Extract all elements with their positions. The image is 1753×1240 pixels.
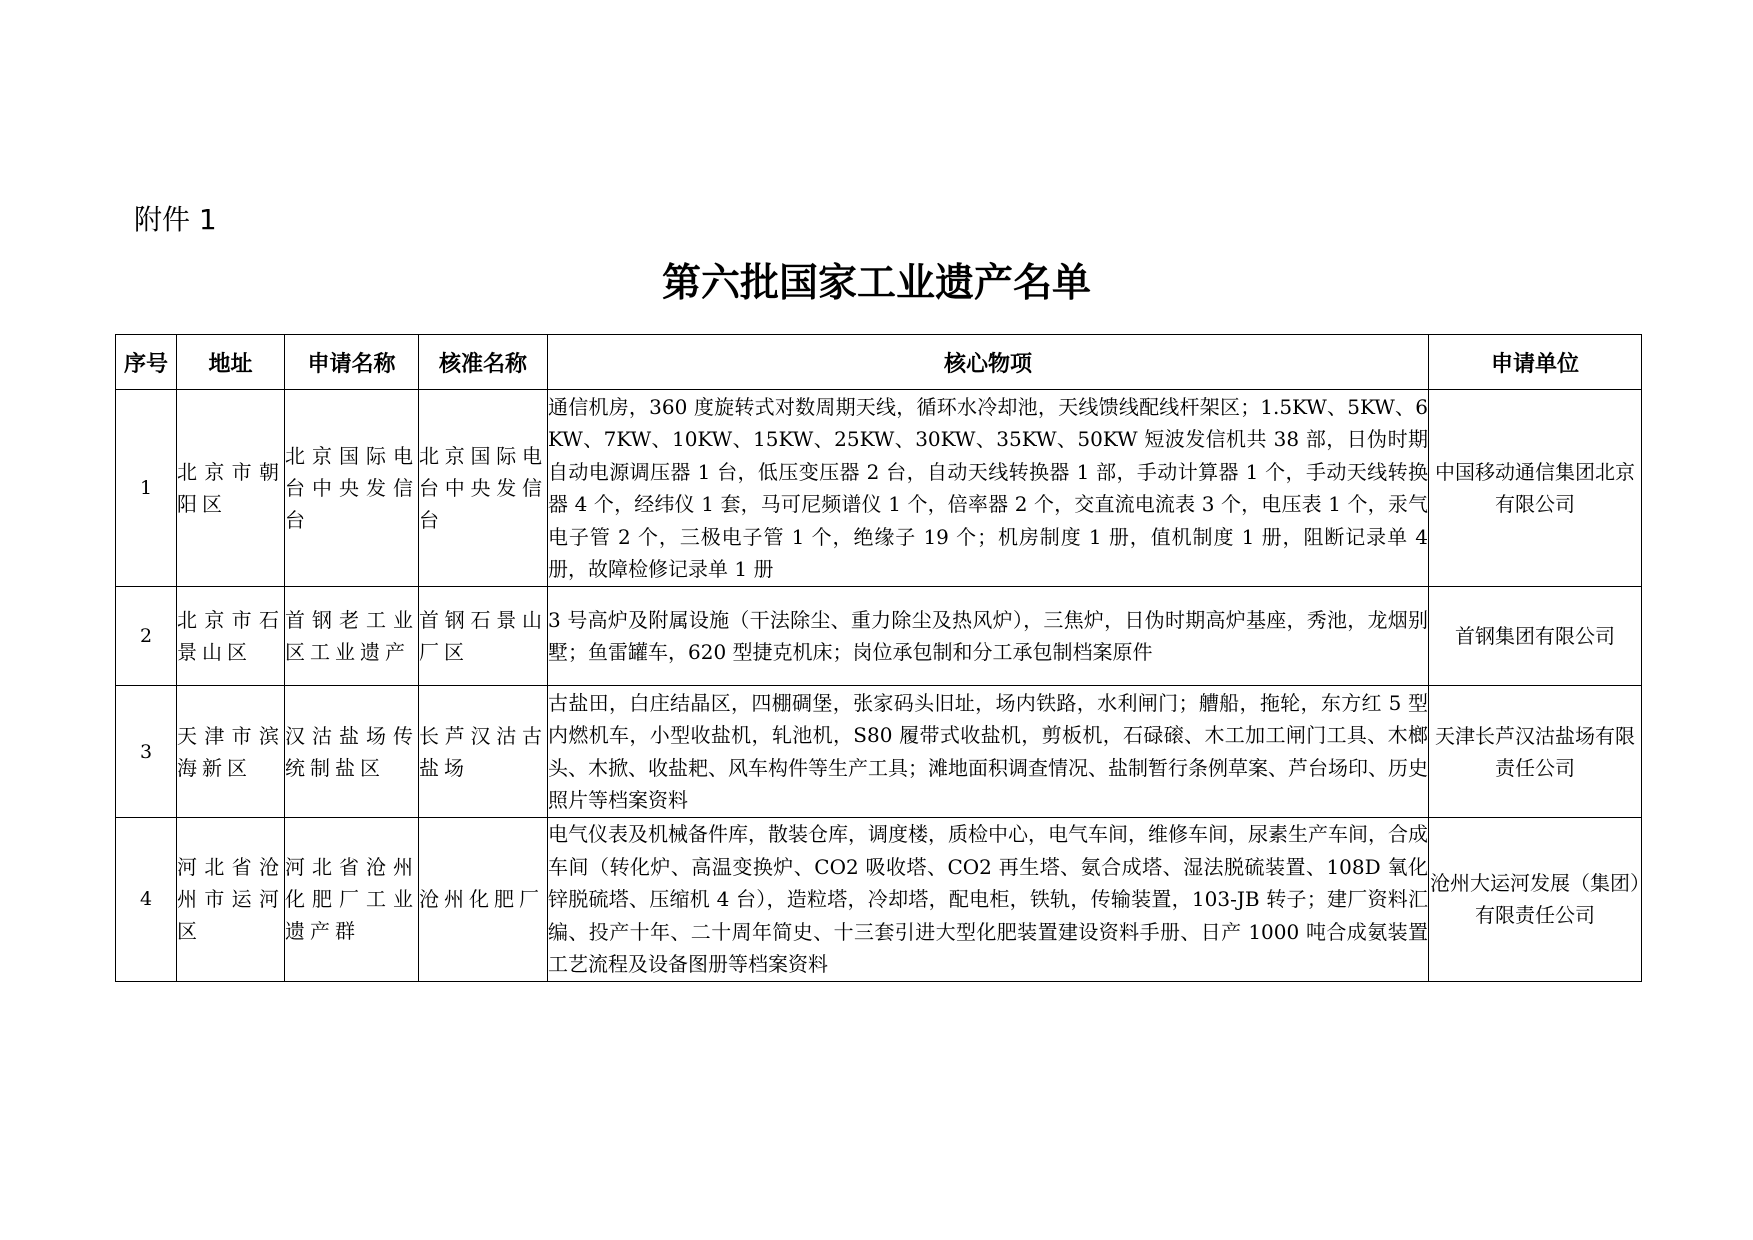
- row-index: 3: [116, 686, 177, 818]
- row-core-items: 古盐田，白庄结晶区，四棚碉堡，张家码头旧址，场内铁路，水利闸门；艚船，拖轮，东方红 5 型内燃机车，小型收盐机，轧池机，S80 履带式收盐机，剪板机，石碌磙、木工加工闸门工具、木榔头、木掀、收盐耙、风车构件等生产工具；滩地面积调查情况、盐制暂行条例草案、芦台场印、历史照片等档案资料: [548, 686, 1429, 818]
- header-applying-unit: 申请单位: [1429, 335, 1642, 390]
- header-approved-name: 核准名称: [419, 335, 548, 390]
- row-address: 河北省沧州市运河区: [177, 818, 285, 982]
- row-applying-unit: 天津长芦汉沽盐场有限责任公司: [1429, 686, 1642, 818]
- header-address: 地址: [177, 335, 285, 390]
- row-core-items: 3 号高炉及附属设施（干法除尘、重力除尘及热风炉），三焦炉，日伪时期高炉基座，秀池，龙烟别墅；鱼雷罐车，620 型捷克机床；岗位承包制和分工承包制档案原件: [548, 587, 1429, 686]
- table-row: [116, 390, 1642, 587]
- row-approved-name: 首钢石景山厂区: [419, 587, 548, 686]
- heritage-table: [115, 334, 1642, 982]
- row-approved-name: 沧州化肥厂: [419, 818, 548, 982]
- table-header-row: [116, 335, 1642, 390]
- row-core-items: 通信机房，360 度旋转式对数周期天线，循环水冷却池，天线馈线配线杆架区；1.5KW、5KW、6KW、7KW、10KW、15KW、25KW、30KW、35KW、50KW 短波发信机共 38 部，日伪时期自动电源调压器 1 台，低压变压器 2 台，自动天线转换器 1 部，手动计算器 1 个，手动天线转换器 4 个，经纬仪 1 套，马可尼频谱仪 1 个，倍率器 2 个，交直流电流表 3 个，电压表 1 个，汞气电子管 2 个，三极电子管 1 个，绝缘子 19 个；机房制度 1 册，值机制度 1 册，阻断记录单 4 册，故障检修记录单 1 册: [548, 390, 1429, 587]
- header-index: 序号: [116, 335, 177, 390]
- row-applying-unit: 中国移动通信集团北京有限公司: [1429, 390, 1642, 587]
- row-index: 2: [116, 587, 177, 686]
- row-approved-name: 北京国际电台中央发信台: [419, 390, 548, 587]
- table-row: [116, 818, 1642, 982]
- row-index: 4: [116, 818, 177, 982]
- header-core-items: 核心物项: [548, 335, 1429, 390]
- table-row: [116, 587, 1642, 686]
- row-address: 北京市朝阳区: [177, 390, 285, 587]
- row-applied-name: 河北省沧州化肥厂工业遗产群: [285, 818, 419, 982]
- row-applying-unit: 首钢集团有限公司: [1429, 587, 1642, 686]
- row-core-items: 电气仪表及机械备件库，散装仓库，调度楼，质检中心，电气车间，维修车间，尿素生产车间，合成车间（转化炉、高温变换炉、CO2 吸收塔、CO2 再生塔、氨合成塔、湿法脱硫装置、108D 氧化锌脱硫塔、压缩机 4 台），造粒塔，冷却塔，配电柜，铁轨，传输装置，103-JB 转子；建厂资料汇编、投产十年、二十周年简史、十三套引进大型化肥装置建设资料手册、日产 1000 吨合成氨装置工艺流程及设备图册等档案资料: [548, 818, 1429, 982]
- row-approved-name: 长芦汉沽古盐场: [419, 686, 548, 818]
- row-index: 1: [116, 390, 177, 587]
- row-address: 天津市滨海新区: [177, 686, 285, 818]
- row-applied-name: 首钢老工业区工业遗产: [285, 587, 419, 686]
- header-applied-name: 申请名称: [285, 335, 419, 390]
- page-title: 第六批国家工业遗产名单: [661, 260, 1091, 306]
- annex-label: 附件 1: [134, 203, 217, 236]
- row-applied-name: 汉沽盐场传统制盐区: [285, 686, 419, 818]
- row-address: 北京市石景山区: [177, 587, 285, 686]
- row-applying-unit: 沧州大运河发展（集团）有限责任公司: [1429, 818, 1642, 982]
- row-applied-name: 北京国际电台中央发信台: [285, 390, 419, 587]
- table-row: [116, 686, 1642, 818]
